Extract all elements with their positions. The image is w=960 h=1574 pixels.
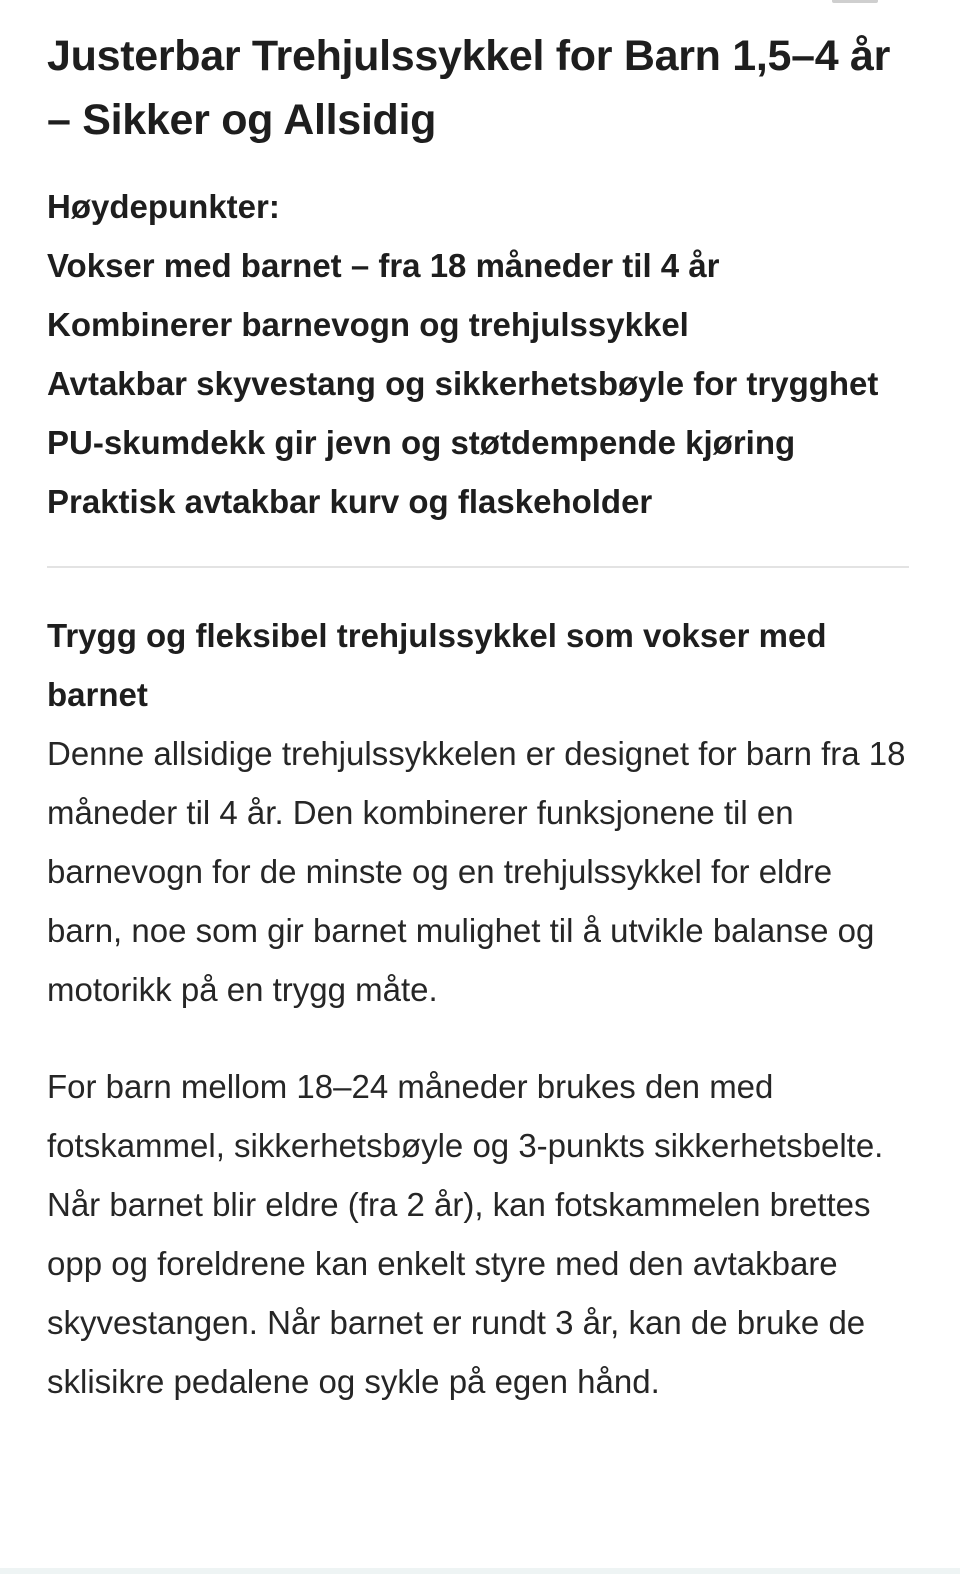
highlights-heading: Høydepunkter:: [47, 188, 280, 225]
description-section: [47, 606, 909, 1411]
product-title: Justerbar Trehjulssykkel for Barn 1,5–4 år – Sikker og Allsidig: [47, 32, 891, 144]
highlight-item: PU-skumdekk gir jevn og støtdempende kjøring: [47, 424, 796, 461]
status-bar-indicator: [832, 0, 878, 3]
highlight-item: Vokser med barnet – fra 18 måneder til 4 år: [47, 247, 720, 284]
product-description: [47, 24, 909, 1411]
description-paragraph: For barn mellom 18–24 måneder brukes den med fotskammel, sikkerhetsbøyle og 3-punkts sikkerhetsbelte. Når barnet blir eldre (fra 2 år), kan fotskammelen brettes opp og foreldrene kan enkelt styre med den avtakbare skyvestangen. Når barnet er rundt 3 år, kan de bruke de sklisikre pedalene og sykle på egen hånd.: [47, 1068, 884, 1400]
section-divider: [47, 566, 909, 568]
bottom-edge: [0, 1568, 960, 1574]
highlight-item: Kombinerer barnevogn og trehjulssykkel: [47, 306, 689, 343]
description-heading: Trygg og fleksibel trehjulssykkel som vokser med barnet: [47, 617, 827, 713]
highlight-item: Avtakbar skyvestang og sikkerhetsbøyle for trygghet: [47, 365, 879, 402]
highlight-item: Praktisk avtakbar kurv og flaskeholder: [47, 483, 653, 520]
description-paragraph: Denne allsidige trehjulssykkelen er designet for barn fra 18 måneder til 4 år. Den kombinerer funksjonene til en barnevogn for de minste og en trehjulssykkel for eldre barn, noe som gir barnet mulighet til å utvikle balanse og motorikk på en trygg måte.: [47, 735, 906, 1008]
highlights-section: [47, 177, 909, 531]
highlights-list: [47, 236, 909, 531]
